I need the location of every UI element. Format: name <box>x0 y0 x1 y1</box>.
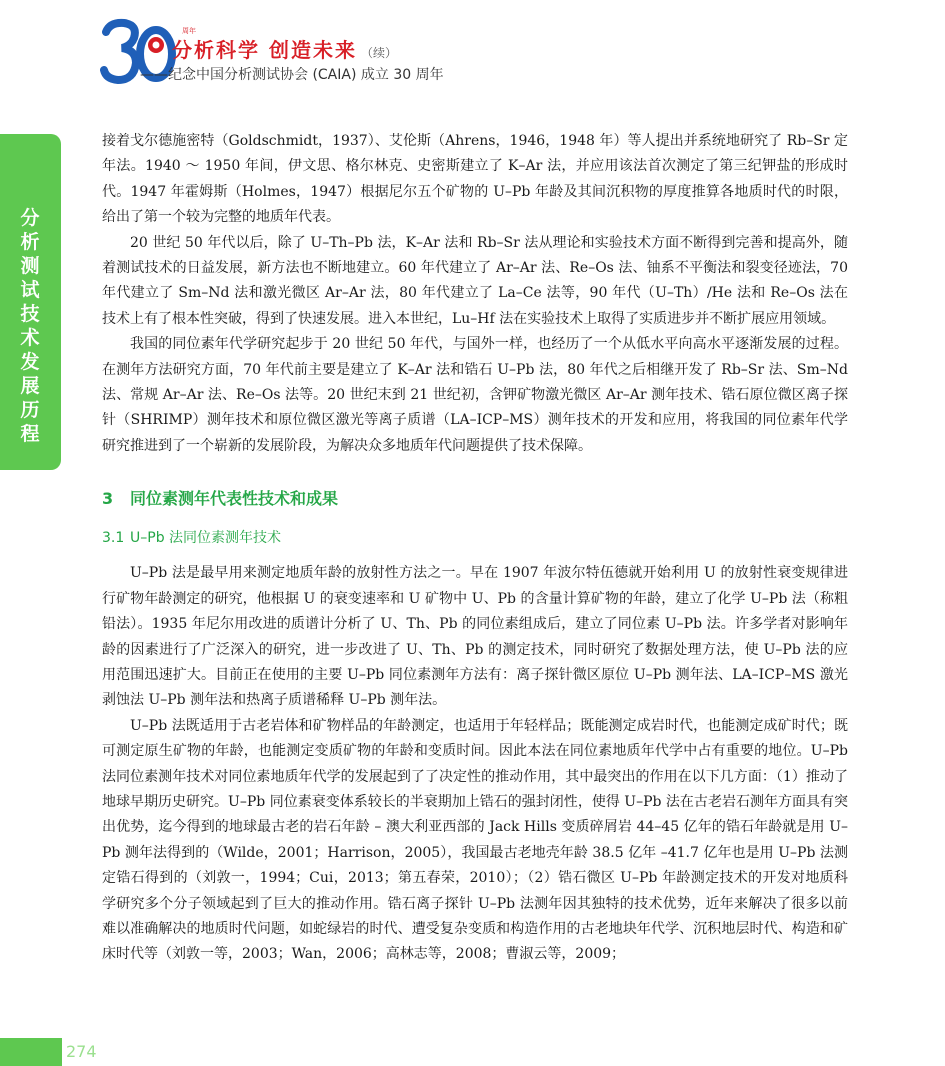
page-footer <box>0 1038 945 1066</box>
subsection-title: U–Pb 法同位素测年技术 <box>130 530 282 547</box>
page-number: 274 <box>66 1042 97 1061</box>
subsection-heading <box>102 523 848 553</box>
paragraph: U–Pb 法既适用于古老岩体和矿物样品的年龄测定，也适用于年轻样品；既能测定成岩时代，也能测定成矿时代；既可测定原生矿物的年龄，也能测定变质矿物的年龄和变质时间。因此本法在同位素地质年代学中占有重要的地位。U–Pb 法同位素测年技术对同位素地质年代学的发展起到了了决定性的推动作用，其中最突出的作用在以下几方面：（1）推动了地球早期历史研究。U–Pb 同位素衰变体系较长的半衰期加上锆石的强封闭性，使得 U–Pb 法在古老岩石测年方面具有突出优势，迄今得到的地球最古老的岩石年龄 – 澳大利亚西部的 Jack Hills 变质碎屑岩 44–45 亿年的锆石年龄就是用 U–Pb 测年法得到的（Wilde，2001；Harrison，2005），我国最古老地壳年龄 38.5 亿年 –41.7 亿年也是用 U–Pb 法测定锆石得到的（刘敦一，1994；Cui，2013；第五春荣，2010）；（2）锆石微区 U–Pb 年龄测定技术的开发对地质科学研究多个分子领域起到了巨大的推动作用。锆石离子探针 U–Pb 法测年因其独特的技术优势，近年来解决了很多以前难以准确解决的地质时代问题，如蛇绿岩的时代、遭受复杂变质和构造作用的古老地块年代学、沉积地层时代、构造和矿床时代等（刘敦一等，2003；Wan，2006；高林志等，2008；曹淑云等，2009； <box>102 717 848 963</box>
paragraph: 我国的同位素年代学研究起步于 20 世纪 50 年代，与国外一样，也经历了一个从低水平向高水平逐渐发展的过程。在测年方法研究方面，70 年代前主要是建立了 K–Ar 法和锆石 U–Pb 法，80 年代之后相继开发了 Rb–Sr 法、Sm–Nd 法、常规 Ar–Ar 法、Re–Os 法等。20 世纪末到 21 世纪初，含钾矿物激光微区 Ar–Ar 测年技术、锆石原位微区离子探针（SHRIMP）测年技术和原位微区激光等离子质谱（LA–ICP–MS）测年技术的开发和应用，将我国的同位素年代学研究推进到了一个崭新的发展阶段，为解决众多地质年代问题提供了技术保障。 <box>102 336 848 454</box>
anniversary-label: 周年 <box>182 27 196 35</box>
header-title-suffix: （续） <box>360 46 397 60</box>
header-title <box>172 34 397 63</box>
section-heading <box>102 481 848 517</box>
paragraph: 接着戈尔德施密特（Goldschmidt，1937）、艾伦斯（Ahrens，1946，1948 年）等人提出并系统地研究了 Rb–Sr 定年法。1940 ～ 1950 年间，伊文思、格尔林克、史密斯建立了 K–Ar 法，并应用该法首次测定了第三纪钾盐的形成时代。1947 年霍姆斯（Holmes，1947）根据尼尔五个矿物的 U–Pb 年龄及其间沉积物的厚度推算各地质时代的时限，给出了第一个较为完整的地质年代表。 <box>102 133 848 226</box>
chapter-side-tab-label: 分析测试技术发展历程 <box>20 207 40 445</box>
paragraph: 20 世纪 50 年代以后，除了 U–Th–Pb 法，K–Ar 法和 Rb–Sr 法从理论和实验技术方面不断得到完善和提高外，随着测试技术的日益发展，新方法也不断地建立。60 年代建立了 Ar–Ar 法、Re–Os 法、铀系不平衡法和裂变径迹法，70 年代建立了 Sm–Nd 法和激光微区 Ar–Ar 法，80 年代建立了 La–Ce 法等，90 年代（U–Th）/He 法和 Re–Os 法在技术上有了根本性突破，得到了快速发展。进入本世纪，Lu–Hf 法在实验技术上取得了实质进步并不断扩展应用领域。 <box>102 234 848 327</box>
chapter-side-tab <box>0 134 61 470</box>
footer-green-stripe <box>0 1038 62 1066</box>
subsection-number: 3.1 <box>102 530 125 547</box>
section-title: 同位素测年代表性技术和成果 <box>130 489 339 509</box>
article-body <box>102 129 848 968</box>
header-subtitle: ——纪念中国分析测试协会 (CAIA) 成立 30 周年 <box>140 67 444 83</box>
section-number: 3 <box>102 489 114 509</box>
page-header <box>100 18 660 88</box>
header-title-text: 分析科学 创造未来 <box>172 38 357 62</box>
paragraph: U–Pb 法是最早用来测定地质年龄的放射性方法之一。早在 1907 年波尔特伍德就开始利用 U 的放射性衰变规律进行矿物年龄测定的研究，他根据 U 的衰变速率和 U 矿物中 U、Pb 的含量计算矿物的年龄，建立了化学 U–Pb 法（称粗铅法）。1935 年尼尔用改进的质谱计分析了 U、Th、Pb 的同位素组成后，建立了同位素 U–Pb 法。许多学者对影响年龄的因素进行了广泛深入的研究，进一步改进了 U、Th、Pb 的测定技术，同时研究了数据处理方法，使 U–Pb 法的应用范围迅速扩大。目前正在使用的主要 U–Pb 同位素测年方法有：离子探针微区原位 U–Pb 测年法、LA–ICP–MS 激光剥蚀法 U–Pb 测年法和热离子质谱稀释 U–Pb 测年法。 <box>102 565 848 709</box>
